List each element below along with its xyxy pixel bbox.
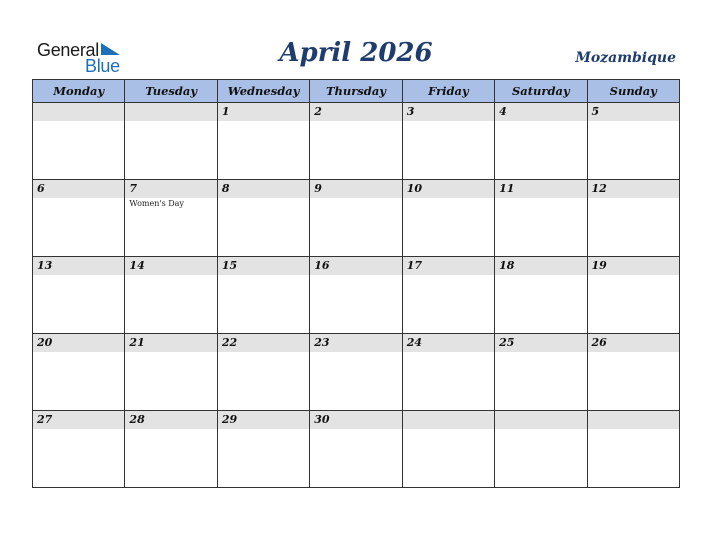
day-cell: [33, 180, 125, 257]
day-number: 25: [495, 334, 586, 352]
day-number: 20: [33, 334, 124, 352]
day-cell: [310, 103, 402, 180]
day-number: 15: [218, 257, 309, 275]
day-number: 21: [125, 334, 216, 352]
week-row: [33, 180, 680, 257]
day-cell: [33, 103, 125, 180]
day-cell: [402, 334, 494, 411]
day-cell: [587, 411, 679, 488]
day-cell: [33, 257, 125, 334]
day-number: [403, 411, 494, 429]
weekday-header: Monday: [33, 80, 125, 103]
day-cell: [402, 103, 494, 180]
day-number: [33, 103, 124, 121]
day-number: 1: [218, 103, 309, 121]
day-number: 18: [495, 257, 586, 275]
day-cell: [495, 411, 587, 488]
day-cell: [125, 103, 217, 180]
day-cell: [402, 411, 494, 488]
day-number: 28: [125, 411, 216, 429]
day-number: 3: [403, 103, 494, 121]
day-cell: [310, 180, 402, 257]
day-number: 22: [218, 334, 309, 352]
day-number: 2: [310, 103, 401, 121]
day-cell: [587, 257, 679, 334]
week-row: [33, 411, 680, 488]
day-number: 7: [125, 180, 216, 198]
calendar-body: [33, 103, 680, 488]
day-number: 30: [310, 411, 401, 429]
day-number: [495, 411, 586, 429]
day-cell: [402, 257, 494, 334]
day-number: 16: [310, 257, 401, 275]
day-number: 26: [588, 334, 679, 352]
country-name: Mozambique: [575, 50, 676, 66]
weekday-header-row: [33, 80, 680, 103]
weekday-header: Sunday: [587, 80, 679, 103]
day-number: 9: [310, 180, 401, 198]
day-number: 11: [495, 180, 586, 198]
logo-text-general: General: [37, 40, 99, 60]
day-cell: [217, 180, 309, 257]
holiday-label: Women's Day: [129, 199, 184, 208]
day-number: 13: [33, 257, 124, 275]
day-cell: [125, 334, 217, 411]
day-cell: [217, 411, 309, 488]
weekday-header: Saturday: [495, 80, 587, 103]
day-cell: [310, 411, 402, 488]
day-number: 4: [495, 103, 586, 121]
day-cell: [125, 257, 217, 334]
logo-text-blue: Blue: [85, 56, 120, 76]
day-cell: [310, 257, 402, 334]
day-cell: [33, 334, 125, 411]
day-number: 17: [403, 257, 494, 275]
calendar-grid: [32, 79, 680, 488]
weekday-header: Wednesday: [217, 80, 309, 103]
day-number: 19: [588, 257, 679, 275]
day-cell: [125, 180, 217, 257]
logo-triangle-icon: [99, 42, 121, 56]
day-number: 6: [33, 180, 124, 198]
day-cell: [217, 334, 309, 411]
day-number: 29: [218, 411, 309, 429]
day-cell: [217, 103, 309, 180]
weekday-header: Tuesday: [125, 80, 217, 103]
day-number: [588, 411, 679, 429]
day-number: 14: [125, 257, 216, 275]
day-number: [125, 103, 216, 121]
day-cell: [587, 103, 679, 180]
day-number: 12: [588, 180, 679, 198]
day-cell: [125, 411, 217, 488]
week-row: [33, 257, 680, 334]
day-number: 23: [310, 334, 401, 352]
day-cell: [495, 103, 587, 180]
day-cell: [217, 257, 309, 334]
day-cell: [33, 411, 125, 488]
day-cell: [587, 180, 679, 257]
day-cell: [402, 180, 494, 257]
week-row: [33, 334, 680, 411]
day-number: 27: [33, 411, 124, 429]
day-cell: [495, 334, 587, 411]
day-number: 10: [403, 180, 494, 198]
day-number: 5: [588, 103, 679, 121]
week-row: [33, 103, 680, 180]
day-number: 24: [403, 334, 494, 352]
calendar-title: April 2026: [279, 38, 433, 68]
day-number: 8: [218, 180, 309, 198]
weekday-header: Thursday: [310, 80, 402, 103]
generalblue-logo: [37, 38, 137, 74]
day-cell: [495, 180, 587, 257]
day-cell: [587, 334, 679, 411]
day-cell: [495, 257, 587, 334]
weekday-header: Friday: [402, 80, 494, 103]
day-cell: [310, 334, 402, 411]
